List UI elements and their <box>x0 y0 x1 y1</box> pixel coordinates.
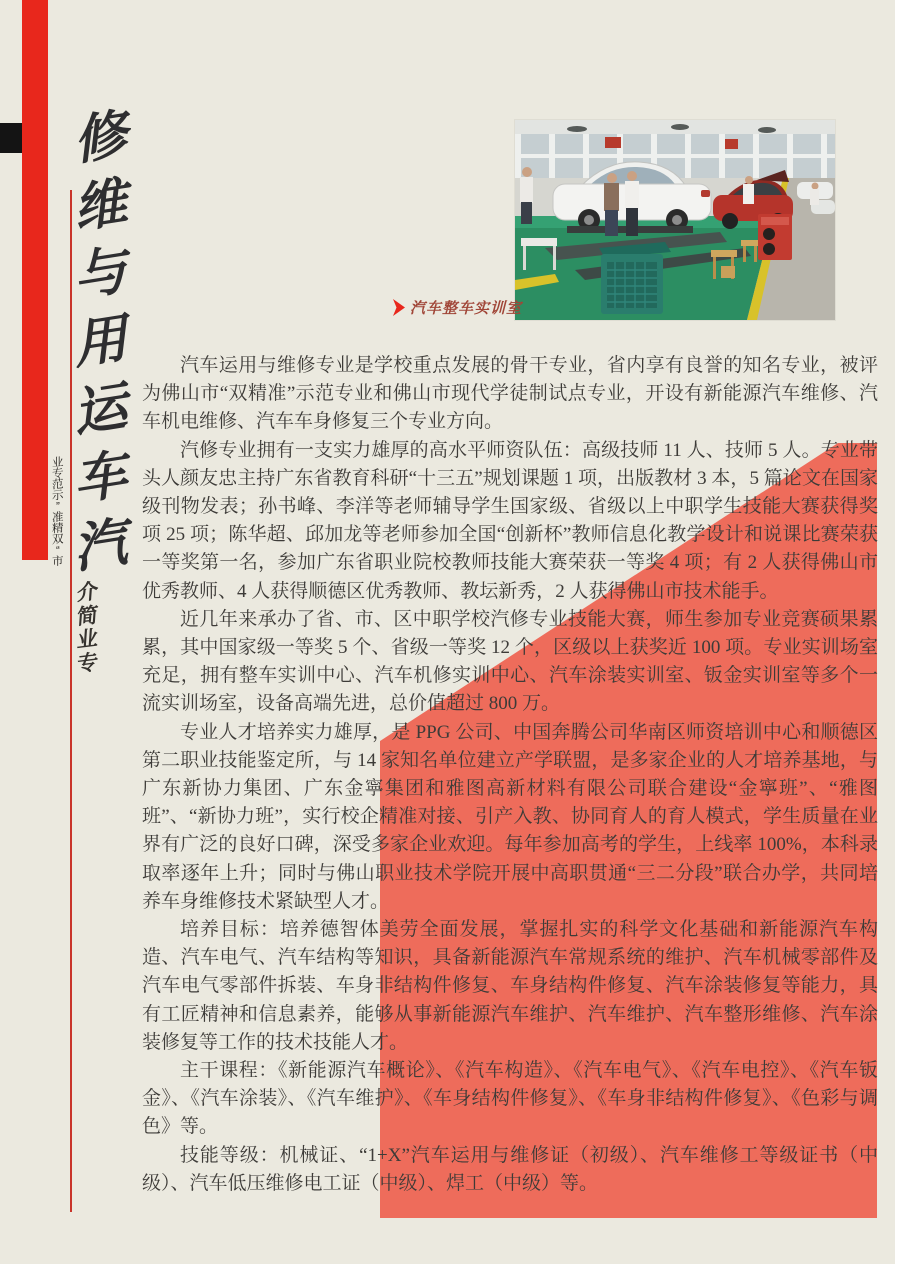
caption-text: 汽车整车实训室 <box>410 300 523 317</box>
paragraph: 培养目标：培养德智体美劳全面发展，掌握扎实的科学文化基础和新能源汽车构造、汽车电气、汽车结构等知识，具备新能源汽车常规系统的维护、汽车机械零部件及汽车电气零部件拆装、车身非结构件修复、车身结构件修复、汽车涂装修复等能力，具有工匠精神和信息素养，能够从事新能源汽车维护、汽车维护、汽车整形维修、汽车涂装修复等工作的技术技能人才。 <box>142 919 878 1053</box>
vertical-char: 维 <box>73 172 135 240</box>
body-text <box>142 352 878 1198</box>
page-title <box>73 104 135 580</box>
paragraph: 近几年来承办了省、市、区中职学校汽修专业技能大赛，师生参加专业竞赛硕果累累，其中国家级一等奖 5 个、省级一等奖 12 个，区级以上获奖近 100 项。专业实训场室充足，拥有整车实训中心、汽车机修实训中心、汽车涂装实训室、钣金实训室等多个一流实训场室，设备高端先进，总价值超过 800 万。 <box>142 608 878 715</box>
vertical-char: 介 <box>75 578 99 606</box>
vertical-char: 范 <box>52 478 64 492</box>
black-corner-mark <box>0 123 22 153</box>
page-edge-right <box>895 0 900 1270</box>
vertical-char: 运 <box>73 376 135 444</box>
vertical-char: 专 <box>75 649 99 676</box>
paragraph: 专业人才培养实力雄厚，是 PPG 公司、中国奔腾公司华南区师资培训中心和顺德区第二职业技能鉴定所，与 14 家知名单位建立产学联盟，是多家企业的人才培养基地，与广东新协力集团、广东金寧集团和雅图高新材料有限公司联合建设“金寧班”、“雅图班”、“新协力班”，实行校企精准对接、引产入教、协同育人的育人模式，学生质量在业界有广泛的良好口碑，深受多家企业欢迎。每年参加高考的学生，上线率 100%，本科录取率逐年上升；同时与佛山职业技术学院开展中高职贯通“三二分段”联合办学，共同培养车身维修技术紧缺型人才。 <box>142 721 878 912</box>
vertical-char: “ <box>56 544 60 558</box>
vertical-char: 简 <box>75 602 99 629</box>
caption-arrow-icon <box>393 299 406 316</box>
vertical-char: 与 <box>73 240 135 308</box>
vertical-char: 准 <box>52 511 64 525</box>
vertical-char: 示 <box>52 489 64 503</box>
vertical-char: 双 <box>52 533 64 547</box>
red-sidebar-bar <box>22 0 48 560</box>
vertical-char: 汽 <box>73 512 135 580</box>
vertical-char: 用 <box>73 308 135 376</box>
vertical-char: 修 <box>73 104 135 172</box>
teal-cart <box>599 242 671 314</box>
workshop-photo-graphic <box>515 120 835 320</box>
paragraph: 技能等级：机械证、“1+X”汽车运用与维修证（初级）、汽车维修工等级证书（中级）、汽车低压维修电工证（中级）、焊工（中级）等。 <box>142 1144 878 1194</box>
vertical-char: 车 <box>73 444 135 512</box>
vertical-char: 市 <box>52 555 64 569</box>
paragraph: 汽车运用与维修专业是学校重点发展的骨干专业，省内享有良誉的知名专业，被评为佛山市“双精准”示范专业和佛山市现代学徒制试点专业，开设有新能源汽车维修、汽车机电维修、汽车车身修复三个专业方向。 <box>142 355 878 433</box>
vertical-char: 业 <box>75 625 99 653</box>
paragraph: 主干课程：《新能源汽车概论》、《汽车构造》、《汽车电气》、《汽车电控》、《汽车钣金》、《汽车涂装》、《汽车维护》、《车身结构件修复》、《车身非结构件修复》、《色彩与调色》等。 <box>142 1060 878 1138</box>
red-divider-line <box>70 190 72 1212</box>
page-edge-bottom <box>0 1264 900 1270</box>
photo-caption <box>393 296 533 318</box>
workshop-photo <box>515 120 835 320</box>
section-label <box>72 578 102 676</box>
vertical-char: 专 <box>52 467 64 481</box>
vertical-char: ” <box>56 500 60 514</box>
paragraph: 汽修专业拥有一支实力雄厚的高水平师资队伍：高级技师 11 人、技师 5 人。专业带头人颜友忠主持广东省教育科研“十三五”规划课题 1 项，出版教材 3 本，5 篇论文在国家级刊物发表；孙书峰、李洋等老师辅导学生国家级、省级以上中职学生技能大赛获得奖项 25 项；陈华超、邱加龙等老师参加全国“创新杯”教师信息化教学设计和说课比赛荣获一等奖第一名，参加广东省职业院校教师技能大赛荣获一等奖 4 项；有 2 人获得佛山市优秀教师、4 人获得顺德区优秀教师、教坛新秀，2 人获得佛山市技术能手。 <box>142 439 878 602</box>
badge-double-precision-label <box>50 458 66 568</box>
vertical-char: 精 <box>52 522 64 536</box>
red-machine <box>758 214 792 260</box>
vertical-char: 业 <box>52 456 64 470</box>
